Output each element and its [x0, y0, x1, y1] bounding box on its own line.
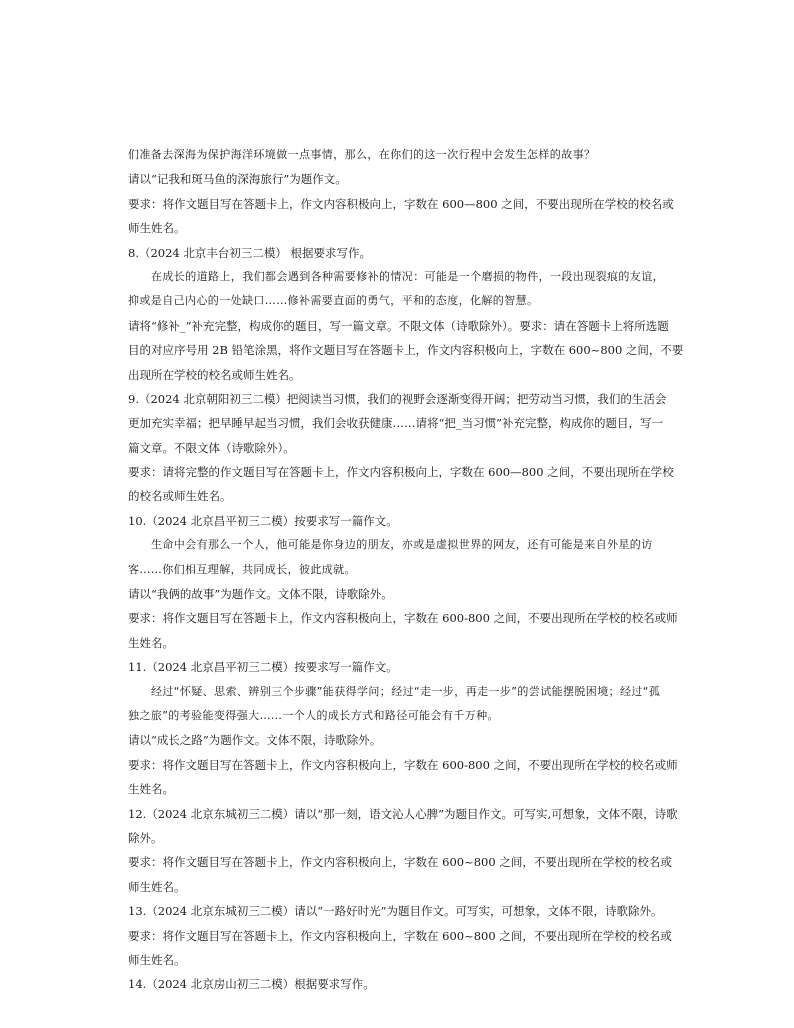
text-line: 要求：请将完整的作文题目写在答题卡上，作文内容积极向上，字数在 600—800 之间，不要出现所在学校 [128, 465, 674, 480]
text-line: 9.（2024 北京朝阳初三二模）把阅读当习惯，我们的视野会逐渐变得开阔；把劳动当习惯，我们的生活会 [128, 391, 667, 406]
text-line: 请以“成长之路”为题作文。文体不限，诗歌除外。 [128, 733, 382, 748]
text-line: 生姓名。 [128, 635, 174, 650]
prompt-quote-line: 在成长的道路上，我们都会遇到各种需要修补的情况：可能是一个磨损的物件，一段出现裂痕的友谊， [151, 269, 664, 283]
text-line: 8.（2024 北京丰台初三二模） 根据要求写作。 [128, 245, 372, 260]
prompt-quote-line: 们准备去深海为保护海洋环境做一点事情，那么，在你们的这一次行程中会发生怎样的故事？ [128, 148, 596, 161]
text-line: 13.（2024 北京东城初三二模）请以“一路好时光”为题目作文。可写实，可想象，文体不限，诗歌除外。 [128, 904, 663, 919]
text-line: 请将“修补_”补充完整，构成你的题目，写一篇文章。不限文体（诗歌除外）。要求：请在答题卡上将所选题 [128, 318, 669, 333]
document-body [128, 143, 720, 997]
text-line: 的校名或师生姓名。 [128, 489, 232, 504]
text-line: 要求：将作文题目写在答题卡上，作文内容积极向上，字数在 600—800 之间，不要出现所在学校的校名或 [128, 196, 674, 211]
text-line: 目的对应序号用 2B 铅笔涂黑，将作文题目写在答题卡上，作文内容积极向上，字数在 600~800 之间，不要 [128, 343, 684, 358]
text-line: 师生姓名。 [128, 952, 186, 967]
prompt-quote-line: 独之旅”的考验能变得强大……一个人的成长方式和路径可能会有千万种。 [128, 708, 499, 722]
text-line: 请以“我俩的故事”为题作文。文体不限，诗歌除外。 [128, 587, 393, 602]
prompt-quote-line: 生命中会有那么一个人，他可能是你身边的朋友，亦或是虚拟世界的网友，还有可能是来自外星的访 [151, 538, 653, 552]
text-line: 要求：将作文题目写在答题卡上，作文内容积极向上，字数在 600~800 之间，不要出现所在学校的校名或 [128, 928, 672, 943]
text-line: 师生姓名。 [128, 879, 186, 894]
prompt-quote-line: 抑或是自己内心的一处缺口……修补需要直面的勇气，平和的态度，化解的智慧。 [128, 294, 539, 308]
text-line: 篇文章。不限文体（诗歌除外）。 [128, 440, 295, 455]
prompt-quote-line: 经过“怀疑、思索、辨别三个步骤”能获得学问；经过“走一步，再走一步”的尝试能摆脱困境；经过“孤 [151, 684, 661, 698]
text-line: 要求：将作文题目写在答题卡上，作文内容积极向上，字数在 600~800 之间，不要出现所在学校的校名或 [128, 855, 672, 870]
text-line: 出现所在学校的校名或师生姓名。 [128, 367, 301, 382]
text-line: 请以“记我和斑马鱼的深海旅行”为题作文。 [128, 172, 347, 187]
prompt-quote-line: 客……你们相互理解，共同成长，彼此成就。 [128, 562, 356, 576]
text-line: 生姓名。 [128, 782, 174, 797]
text-line: 14.（2024 北京房山初三二模）根据要求写作。 [128, 977, 375, 992]
text-line: 师生姓名。 [128, 221, 186, 236]
text-line: 10.（2024 北京昌平初三二模）按要求写一篇作文。 [128, 513, 398, 528]
text-line: 要求：将作文题目写在答题卡上，作文内容积极向上，字数在 600-800 之间，不要出现所在学校的校名或师 [128, 757, 678, 772]
text-line: 12.（2024 北京东城初三二模）请以“那一刻，语文沁人心脾”为题目作文。可写实,可想象，文体不限，诗歌 [128, 806, 678, 821]
text-line: 除外。 [128, 830, 163, 845]
text-line: 11.（2024 北京昌平初三二模）按要求写一篇作文。 [128, 660, 398, 675]
text-line: 更加充实幸福；把早睡早起当习惯，我们会收获健康……请将“把_当习惯”补充完整，构成你的题目，写一 [128, 416, 664, 431]
text-line: 要求：将作文题目写在答题卡上，作文内容积极向上，字数在 600-800 之间，不要出现所在学校的校名或师 [128, 611, 678, 626]
